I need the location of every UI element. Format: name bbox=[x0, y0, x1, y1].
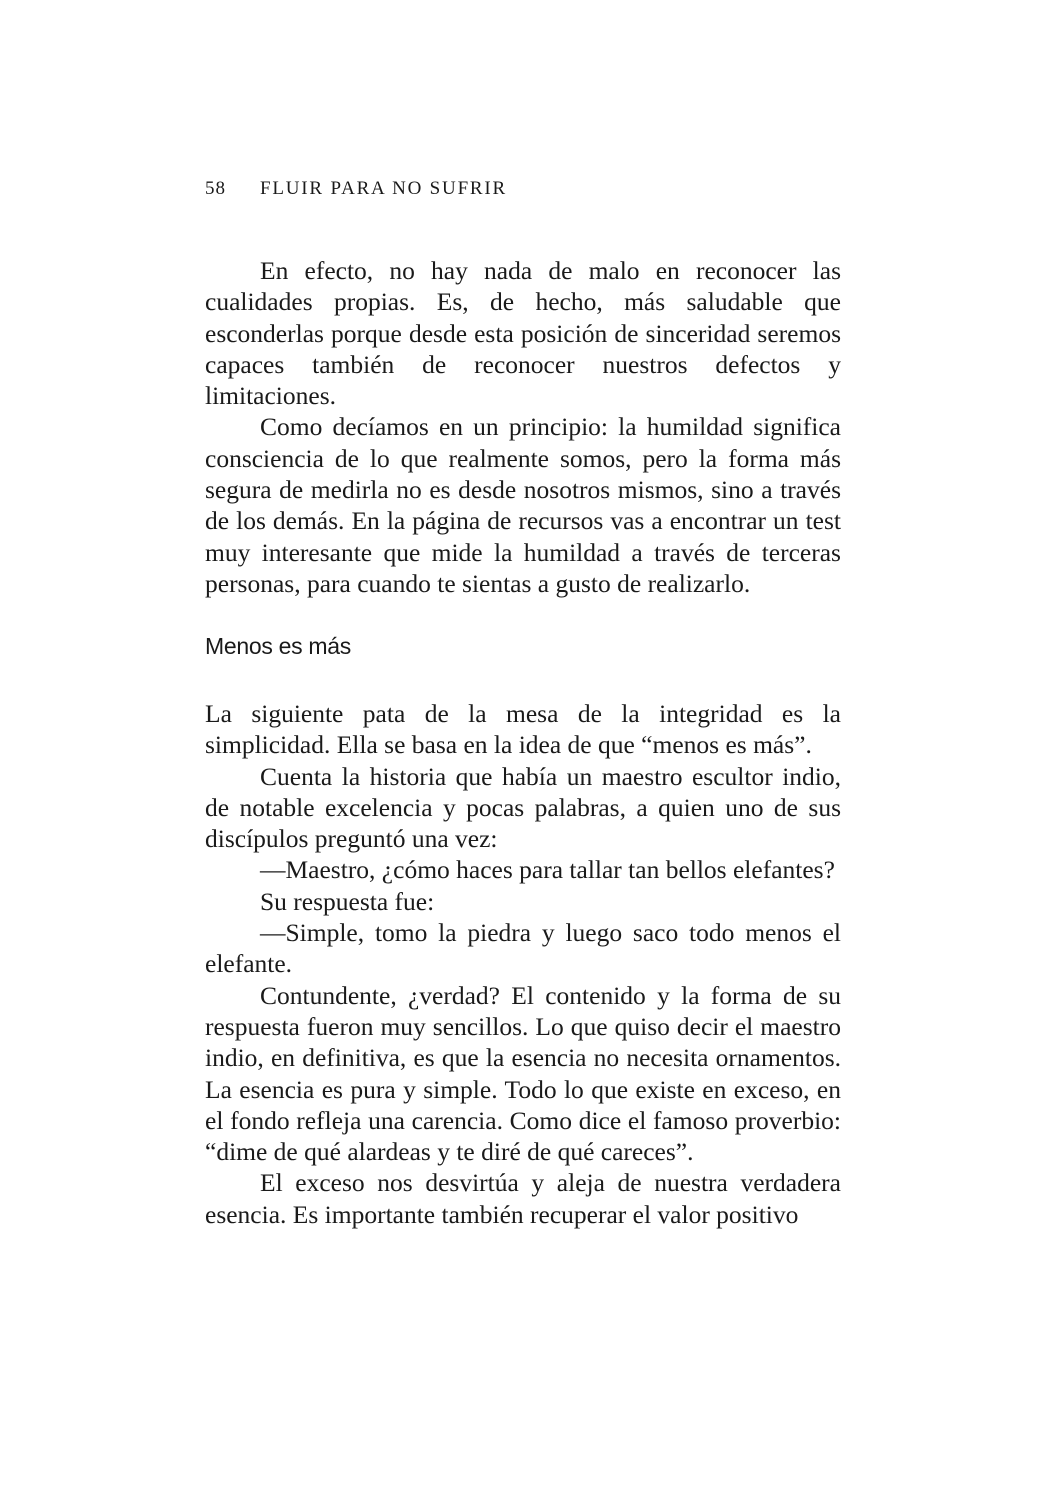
paragraph: Cuenta la historia que había un maestro escultor indio, de notable excelencia y pocas palabras, a quien uno de sus discípulos preguntó una vez: bbox=[205, 761, 841, 854]
paragraph: El exceso nos desvirtúa y aleja de nuestra verdadera esencia. Es importante también recuperar el valor positivo bbox=[205, 1168, 841, 1229]
book-title: FLUIR PARA NO SUFRIR bbox=[260, 178, 508, 199]
paragraph: En efecto, no hay nada de malo en reconocer las cualidades propias. Es, de hecho, más saludable que esconderlas porque desde esta posición de sinceridad seremos capaces también de reconocer nuestros defectos y limitaciones. bbox=[205, 256, 841, 411]
section-2-body bbox=[205, 698, 841, 1230]
running-head bbox=[205, 178, 507, 200]
section-heading: Menos es más bbox=[205, 633, 351, 659]
paragraph: Contundente, ¿verdad? El contenido y la forma de su respuesta fueron muy sencillos. Lo que quiso decir el maestro indio, en definitiva, es que la esencia no necesita ornamentos. La esencia es pura y simple. Todo lo que existe en exceso, en el fondo refleja una carencia. Como dice el famoso proverbio: “dime de qué alardeas y te diré de qué careces”. bbox=[205, 980, 841, 1167]
paragraph: Como decíamos en un principio: la humildad significa consciencia de lo que realmente somos, pero la forma más segura de medirla no es desde nosotros mismos, sino a través de los demás. En la página de recursos vas a encontrar un test muy interesante que mide la humildad a través de terceras personas, para cuando te sientas a gusto de realizarlo. bbox=[205, 412, 841, 598]
section-1-body bbox=[205, 255, 841, 599]
paragraph: Su respuesta fue: bbox=[260, 886, 435, 916]
dialogue-line: —Maestro, ¿cómo haces para tallar tan bellos elefantes? bbox=[260, 855, 835, 885]
page-number: 58 bbox=[205, 178, 226, 199]
paragraph: La siguiente pata de la mesa de la integridad es la simplicidad. Ella se basa en la idea de que “menos es más”. bbox=[205, 699, 841, 760]
dialogue-line: —Simple, tomo la piedra y luego saco todo menos el elefante. bbox=[205, 918, 841, 979]
